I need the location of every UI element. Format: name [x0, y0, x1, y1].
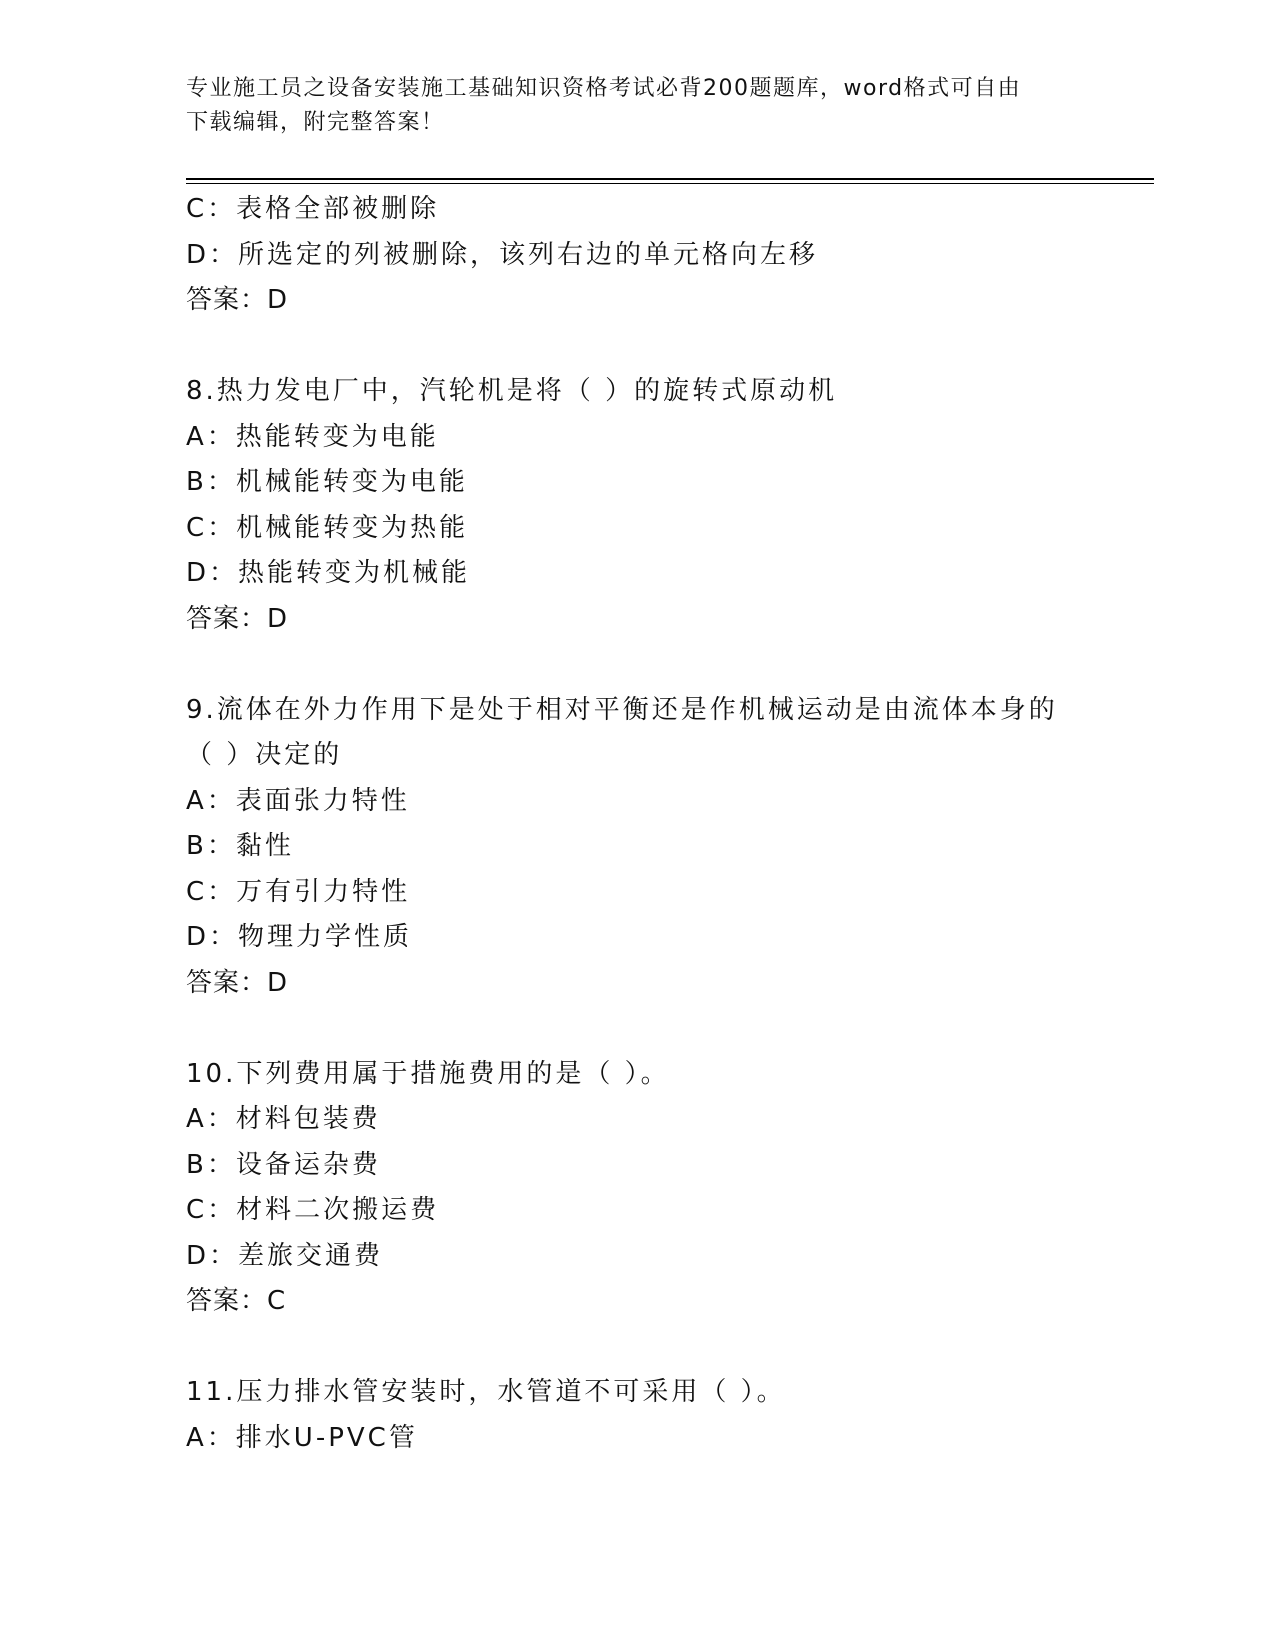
question-11 [186, 1370, 1106, 1461]
question-stem-continued: （ ）决定的 [186, 740, 343, 770]
question-list [186, 187, 1106, 1461]
question-stem: 9.流体在外力作用下是处于相对平衡还是作机械运动是由流体本身的 [186, 694, 1058, 725]
spacer [186, 642, 1106, 688]
option: B：设备运杂费 [186, 1149, 381, 1180]
header-line-1: 专业施工员之设备安装施工基础知识资格考试必背200题题库，word格式可自由 [186, 76, 1022, 101]
option: B：黏性 [186, 831, 294, 861]
prev-question [186, 187, 1106, 324]
question-stem: 10.下列费用属于措施费用的是（ ）。 [186, 1058, 670, 1089]
spacer [186, 1325, 1106, 1371]
option: C：机械能转变为热能 [186, 512, 469, 543]
answer: 答案：D [186, 603, 289, 634]
option: A：热能转变为电能 [186, 421, 439, 452]
question-stem: 8.热力发电厂中，汽轮机是将（ ）的旋转式原动机 [186, 376, 838, 406]
option: D：热能转变为机械能 [186, 558, 471, 588]
answer: 答案：C [186, 1286, 287, 1316]
spacer [186, 324, 1106, 370]
question-8 [186, 369, 1106, 642]
header-rule-thick [186, 178, 1154, 180]
question-10 [186, 1052, 1106, 1325]
document-header [186, 72, 1066, 140]
option: D：物理力学性质 [186, 922, 413, 952]
spacer [186, 1006, 1106, 1052]
header-line-2: 下载编辑，附完整答案！ [186, 110, 445, 135]
answer: 答案：D [186, 967, 289, 998]
option: A：排水U-PVC管 [186, 1422, 418, 1453]
answer: 答案：D [186, 285, 289, 315]
question-stem: 11.压力排水管安装时，水管道不可采用（ ）。 [186, 1377, 786, 1407]
option: B：机械能转变为电能 [186, 467, 468, 497]
option: D：所选定的列被删除，该列右边的单元格向左移 [186, 239, 819, 270]
question-9 [186, 688, 1106, 1007]
option: A：材料包装费 [186, 1104, 381, 1134]
option: D：差旅交通费 [186, 1240, 384, 1271]
header-rule-thin [186, 183, 1154, 184]
option: C：表格全部被删除 [186, 194, 440, 224]
option: C：万有引力特性 [186, 876, 411, 907]
option: C：材料二次搬运费 [186, 1195, 440, 1225]
option: A：表面张力特性 [186, 785, 410, 816]
